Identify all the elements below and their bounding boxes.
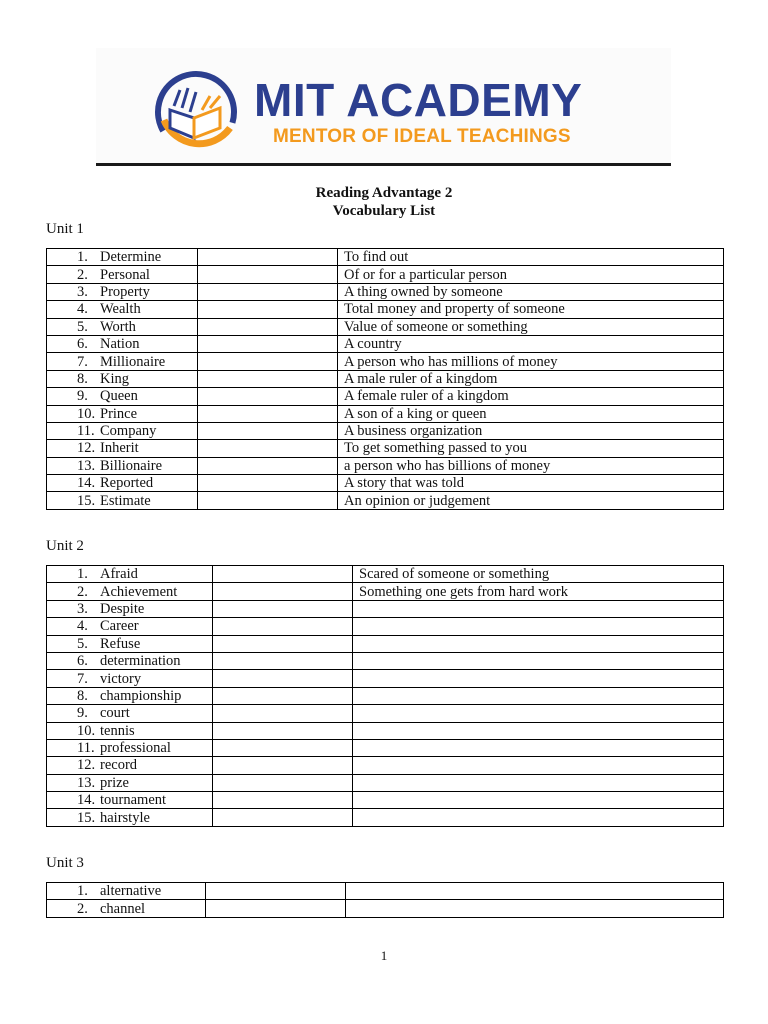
table-row	[47, 475, 724, 492]
item-number: 2.	[77, 583, 88, 600]
vocab-word: Estimate	[100, 492, 151, 509]
brand-logo-text	[254, 72, 582, 128]
table-row	[47, 809, 724, 826]
item-number: 2.	[77, 900, 88, 917]
definition-cell: Scared of someone or something	[353, 566, 724, 583]
item-number: 14.	[77, 475, 96, 492]
item-number: 9.	[77, 388, 88, 405]
table-row	[47, 318, 724, 335]
vocab-word-cell	[47, 370, 198, 387]
definition-cell	[346, 883, 724, 900]
vocab-word: court	[100, 705, 130, 722]
vocab-word-cell	[47, 687, 213, 704]
item-number: 10.	[77, 722, 96, 739]
definition-cell	[353, 774, 724, 791]
table-row	[47, 600, 724, 617]
blank-cell	[198, 370, 338, 387]
item-number: 5.	[77, 318, 88, 335]
definition-cell: Of or for a particular person	[338, 266, 724, 283]
table-row	[47, 370, 724, 387]
vocab-word-cell	[47, 422, 198, 439]
definition-cell: A male ruler of a kingdom	[338, 370, 724, 387]
vocab-word: tennis	[100, 722, 135, 739]
vocab-word-cell	[47, 792, 213, 809]
vocab-word-cell	[47, 335, 198, 352]
table-row	[47, 353, 724, 370]
item-number: 8.	[77, 687, 88, 704]
blank-cell	[213, 600, 353, 617]
blank-cell	[213, 739, 353, 756]
blank-cell	[198, 318, 338, 335]
item-number: 14.	[77, 792, 96, 809]
definition-cell: Something one gets from hard work	[353, 583, 724, 600]
vocab-word: Achievement	[100, 583, 178, 600]
blank-cell	[213, 566, 353, 583]
vocab-word: Nation	[100, 336, 140, 353]
blank-cell	[213, 705, 353, 722]
vocab-word-cell	[47, 583, 213, 600]
vocab-word: hairstyle	[100, 809, 150, 826]
unit-2-vocab-table	[46, 565, 724, 827]
table-row	[47, 457, 724, 474]
brand-name: MIT ACADEMY	[254, 74, 583, 126]
item-number: 4.	[77, 301, 88, 318]
table-row	[47, 388, 724, 405]
definition-cell: A thing owned by someone	[338, 283, 724, 300]
vocab-word-cell	[47, 492, 198, 509]
item-number: 6.	[77, 653, 88, 670]
vocab-word-cell	[47, 566, 213, 583]
blank-cell	[213, 774, 353, 791]
definition-cell: To get something passed to you	[338, 440, 724, 457]
definition-cell: An opinion or judgement	[338, 492, 724, 509]
vocab-word-cell	[47, 318, 198, 335]
vocab-word: Inherit	[100, 440, 139, 457]
table-row	[47, 883, 724, 900]
definition-cell	[353, 618, 724, 635]
vocab-word: Property	[100, 283, 150, 300]
definition-cell	[353, 722, 724, 739]
vocab-word: Refuse	[100, 635, 141, 652]
table-row	[47, 739, 724, 756]
vocab-word: Career	[100, 618, 139, 635]
blank-cell	[213, 722, 353, 739]
item-number: 4.	[77, 618, 88, 635]
brand-tagline: MENTOR OF IDEAL TEACHINGS	[273, 126, 571, 147]
table-row	[47, 757, 724, 774]
blank-cell	[198, 405, 338, 422]
vocab-word-cell	[47, 266, 198, 283]
blank-cell	[198, 475, 338, 492]
vocab-word-cell	[47, 618, 213, 635]
item-number: 12.	[77, 440, 96, 457]
blank-cell	[213, 635, 353, 652]
vocab-word: record	[100, 757, 138, 774]
table-row	[47, 301, 724, 318]
vocab-word-cell	[47, 405, 198, 422]
table-row	[47, 705, 724, 722]
blank-cell	[198, 492, 338, 509]
item-number: 1.	[77, 566, 88, 583]
table-row	[47, 440, 724, 457]
table-row	[47, 283, 724, 300]
blank-cell	[198, 301, 338, 318]
vocab-word-cell	[47, 652, 213, 669]
vocab-word-cell	[47, 883, 206, 900]
table-row	[47, 774, 724, 791]
vocab-word: Millionaire	[100, 353, 166, 370]
definition-cell: A son of a king or queen	[338, 405, 724, 422]
definition-cell	[353, 757, 724, 774]
unit-1-vocab-table	[46, 248, 724, 510]
vocab-word: Reported	[100, 475, 154, 492]
vocab-word: Billionaire	[100, 457, 163, 474]
table-row	[47, 335, 724, 352]
item-number: 2.	[77, 266, 88, 283]
definition-cell	[346, 900, 724, 917]
vocab-word-cell	[47, 600, 213, 617]
blank-cell	[198, 388, 338, 405]
vocab-word-cell	[47, 301, 198, 318]
blank-cell	[198, 335, 338, 352]
table-row	[47, 566, 724, 583]
definition-cell	[353, 705, 724, 722]
definition-cell: A country	[338, 335, 724, 352]
blank-cell	[213, 757, 353, 774]
blank-cell	[198, 457, 338, 474]
table-row	[47, 492, 724, 509]
blank-cell	[198, 422, 338, 439]
blank-cell	[213, 687, 353, 704]
definition-cell	[353, 739, 724, 756]
table-row	[47, 722, 724, 739]
definition-cell: Value of someone or something	[338, 318, 724, 335]
vocab-word: Company	[100, 423, 157, 440]
table-row	[47, 266, 724, 283]
unit-3-vocab-table	[46, 882, 724, 918]
item-number: 13.	[77, 774, 96, 791]
item-number: 1.	[77, 883, 88, 900]
vocab-word: victory	[100, 670, 142, 687]
table-row	[47, 583, 724, 600]
item-number: 7.	[77, 670, 88, 687]
item-number: 3.	[77, 283, 88, 300]
definition-cell: A story that was told	[338, 475, 724, 492]
definition-cell: A business organization	[338, 422, 724, 439]
vocab-word: alternative	[100, 883, 162, 900]
blank-cell	[213, 583, 353, 600]
vocab-word-cell	[47, 475, 198, 492]
vocab-word: professional	[100, 740, 171, 757]
definition-cell: a person who has billions of money	[338, 457, 724, 474]
vocab-word-cell	[47, 249, 198, 266]
vocab-word-cell	[47, 809, 213, 826]
blank-cell	[198, 249, 338, 266]
definition-cell: A female ruler of a kingdom	[338, 388, 724, 405]
vocab-word: Determine	[100, 249, 162, 266]
definition-cell: To find out	[338, 249, 724, 266]
vocab-word: channel	[100, 900, 146, 917]
document-subtitle: Vocabulary List	[332, 203, 436, 219]
item-number: 10.	[77, 405, 96, 422]
definition-cell: A person who has millions of money	[338, 353, 724, 370]
item-number: 3.	[77, 600, 88, 617]
vocab-word: Despite	[100, 600, 145, 617]
vocab-word: championship	[100, 687, 182, 704]
vocab-word-cell	[47, 353, 198, 370]
item-number: 12.	[77, 757, 96, 774]
vocab-word: Prince	[100, 405, 138, 422]
unit-2-label: Unit 2	[46, 538, 84, 554]
definition-cell	[353, 652, 724, 669]
item-number: 11.	[77, 740, 95, 757]
blank-cell	[213, 652, 353, 669]
vocab-word-cell	[47, 722, 213, 739]
vocab-word-cell	[47, 757, 213, 774]
vocab-word-cell	[47, 635, 213, 652]
document-title: Reading Advantage 2	[315, 185, 453, 201]
item-number: 6.	[77, 336, 88, 353]
book-logo-icon	[150, 66, 246, 156]
blank-cell	[213, 792, 353, 809]
definition-cell	[353, 809, 724, 826]
vocab-word-cell	[47, 283, 198, 300]
blank-cell	[213, 618, 353, 635]
table-row	[47, 249, 724, 266]
vocab-word-cell	[47, 440, 198, 457]
vocab-word: Worth	[100, 318, 136, 335]
item-number: 13.	[77, 457, 96, 474]
blank-cell	[213, 809, 353, 826]
definition-cell	[353, 670, 724, 687]
blank-cell	[198, 266, 338, 283]
table-row	[47, 687, 724, 704]
vocab-word-cell	[47, 705, 213, 722]
blank-cell	[206, 883, 346, 900]
vocab-word-cell	[47, 670, 213, 687]
table-row	[47, 635, 724, 652]
unit-1-label: Unit 1	[46, 221, 84, 237]
vocab-word: determination	[100, 653, 181, 670]
unit-3-label: Unit 3	[46, 855, 84, 871]
item-number: 15.	[77, 492, 96, 509]
vocab-word-cell	[47, 739, 213, 756]
item-number: 9.	[77, 705, 88, 722]
vocab-word: Wealth	[100, 301, 141, 318]
item-number: 7.	[77, 353, 88, 370]
table-row	[47, 670, 724, 687]
item-number: 5.	[77, 635, 88, 652]
vocab-word-cell	[47, 457, 198, 474]
blank-cell	[213, 670, 353, 687]
definition-cell	[353, 600, 724, 617]
item-number: 11.	[77, 423, 95, 440]
vocab-word: prize	[100, 774, 129, 791]
blank-cell	[198, 353, 338, 370]
vocab-word-cell	[47, 388, 198, 405]
item-number: 1.	[77, 249, 88, 266]
vocab-word-cell	[47, 774, 213, 791]
vocab-word: Personal	[100, 266, 150, 283]
table-row	[47, 652, 724, 669]
definition-cell: Total money and property of someone	[338, 301, 724, 318]
vocab-word-cell	[47, 900, 206, 917]
table-row	[47, 618, 724, 635]
definition-cell	[353, 792, 724, 809]
blank-cell	[198, 440, 338, 457]
vocab-word: Queen	[100, 388, 138, 405]
table-row	[47, 422, 724, 439]
blank-cell	[198, 283, 338, 300]
blank-cell	[206, 900, 346, 917]
table-row	[47, 405, 724, 422]
vocab-word: King	[100, 370, 129, 387]
table-row	[47, 792, 724, 809]
definition-cell	[353, 687, 724, 704]
definition-cell	[353, 635, 724, 652]
header-divider	[96, 163, 671, 166]
vocab-word: Afraid	[100, 566, 138, 583]
item-number: 15.	[77, 809, 96, 826]
page-number: 1	[380, 948, 388, 963]
vocab-word: tournament	[100, 792, 167, 809]
item-number: 8.	[77, 370, 88, 387]
table-row	[47, 900, 724, 917]
